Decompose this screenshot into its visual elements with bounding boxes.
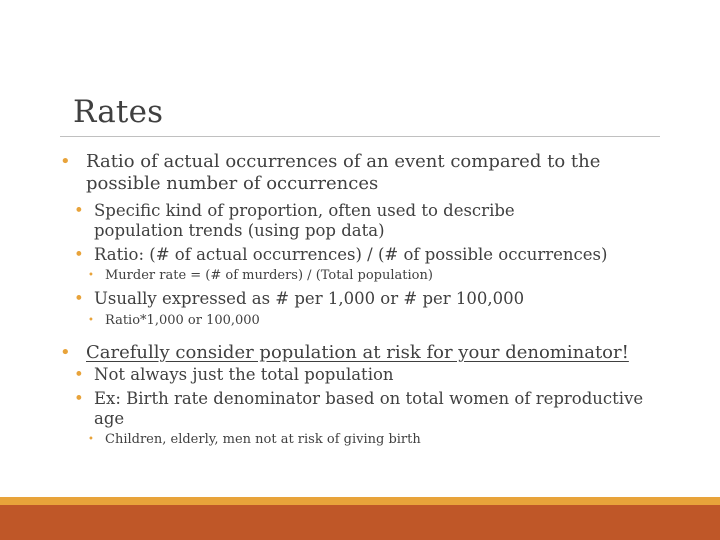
bullet-text: Ratio of actual occurrences of an event compared to the possible number of occurrences bbox=[86, 151, 601, 194]
slide-title: Rates bbox=[73, 94, 164, 130]
bullet-text: Children, elderly, men not at risk of giving birth bbox=[105, 432, 421, 447]
bullet-icon: • bbox=[60, 151, 71, 172]
bullet-item-ratio-formula bbox=[74, 245, 674, 265]
footer-accent-stripe bbox=[0, 497, 720, 505]
bullet-item-not-at-risk bbox=[88, 432, 628, 448]
bullet-item-not-total-population bbox=[74, 365, 674, 385]
title-divider bbox=[60, 136, 660, 137]
bullet-icon: • bbox=[74, 245, 84, 264]
bullet-icon: • bbox=[60, 342, 71, 363]
bullet-item-proportion bbox=[74, 201, 594, 241]
bullet-text: Ratio*1,000 or 100,000 bbox=[105, 313, 260, 328]
bullet-item-birth-rate-example bbox=[74, 389, 674, 429]
bullet-item-per-thousand bbox=[74, 289, 674, 309]
bullet-text: Ratio: (# of actual occurrences) / (# of possible occurrences) bbox=[94, 245, 608, 264]
bullet-icon: • bbox=[88, 434, 94, 445]
bullet-text: Murder rate = (# of murders) / (Total population) bbox=[105, 268, 433, 283]
bullet-item-ratio-multiplier bbox=[88, 313, 628, 329]
bullet-text: Usually expressed as # per 1,000 or # per 100,000 bbox=[94, 289, 525, 308]
bullet-icon: • bbox=[74, 201, 84, 220]
bullet-icon: • bbox=[88, 315, 94, 326]
bullet-icon: • bbox=[88, 270, 94, 281]
bullet-icon: • bbox=[74, 389, 84, 408]
bullet-text: Carefully consider population at risk for your denominator! bbox=[86, 342, 629, 363]
bullet-item-population-at-risk bbox=[60, 342, 700, 364]
bullet-item-ratio-definition bbox=[60, 151, 670, 195]
bullet-icon: • bbox=[74, 365, 84, 384]
bullet-text: Ex: Birth rate denominator based on total women of reproductive age bbox=[94, 389, 644, 428]
bullet-icon: • bbox=[74, 289, 84, 308]
bullet-text: Specific kind of proportion, often used to describe population trends (using pop data) bbox=[94, 201, 515, 240]
bullet-item-murder-rate bbox=[88, 268, 628, 284]
bullet-text: Not always just the total population bbox=[94, 365, 394, 384]
